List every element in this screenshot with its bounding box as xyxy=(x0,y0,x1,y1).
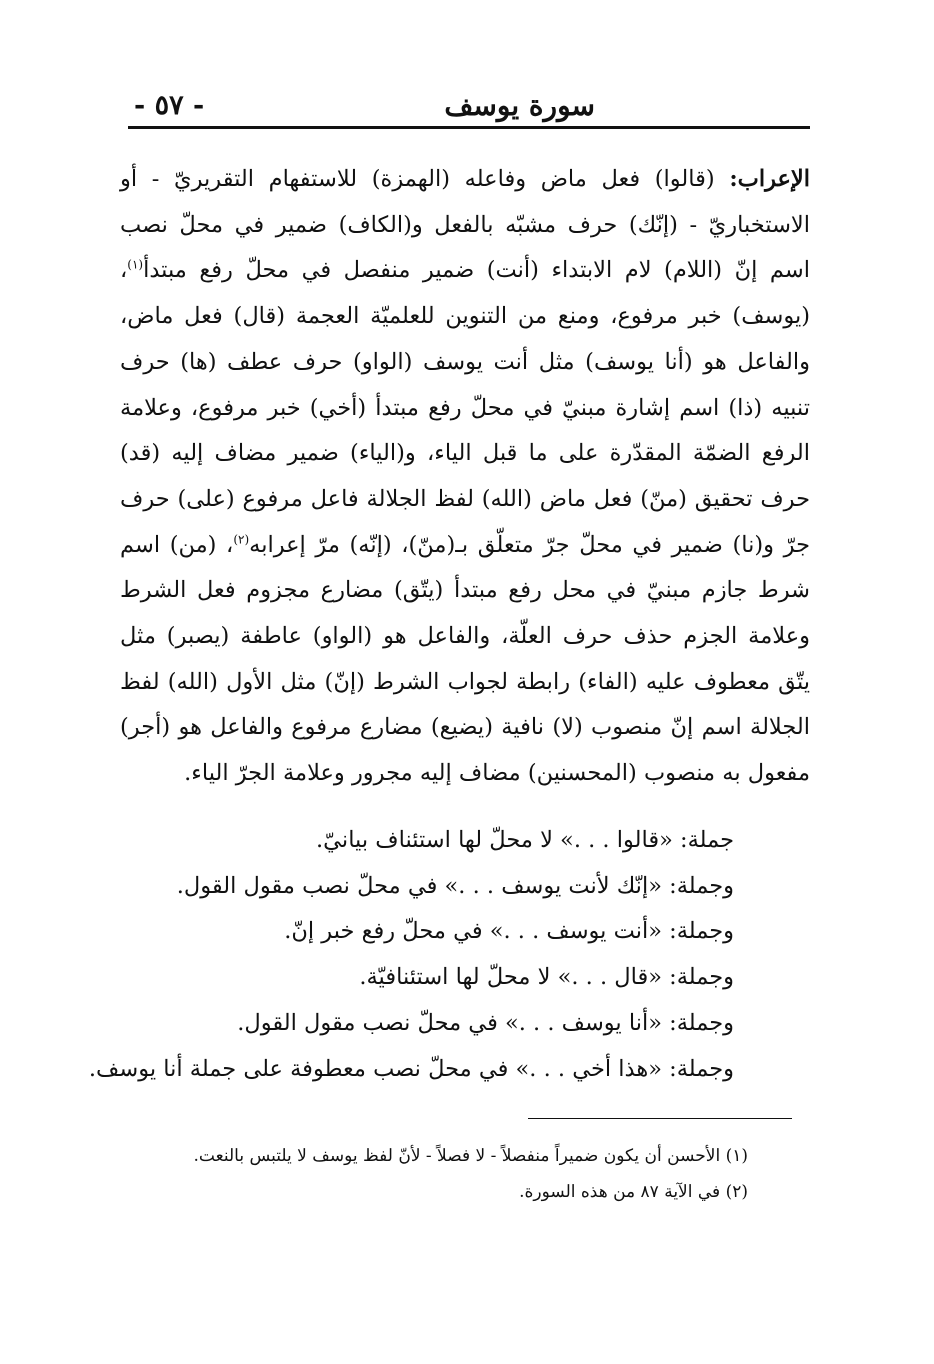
analysis-text-part-1: (قالوا) فعل ماض وفاعله (الهمزة) للاستفهام التقريريّ - أو الاستخباريّ - (إنّك) حرف مشبّه بالفعل و(الكاف) ضمير في محلّ نصب اسم إنّ (اللام) لام الابتداء (أنت) ضمير منفصل في محلّ رفع مبتدأ xyxy=(120,166,810,284)
footnote-2: (٢) في الآية ٨٧ من هذه السورة. xyxy=(519,1182,748,1202)
analysis-text-part-3: ، (من) اسم شرط جازم مبنيّ في محل رفع مبتدأ (يتّق) مضارع مجزوم فعل الشرط وعلامة الجزم حذف حرف العلّة، والفاعل هو (الواو) عاطفة (يصبر) مثل يتّق معطوف عليه (الفاء) رابطة لجواب الشرط (إنّ) مثل الأول (الله) لفظ الجلالة اسم إنّ منصوب (لا) نافية (يضيع) مضارع مرفوع والفاعل هو (أجر) مفعول به منصوب (المحسنين) مضاف إليه مجرور وعلامة الجرّ الياء. xyxy=(120,531,810,787)
analysis-heading: الإعراب: xyxy=(729,166,810,192)
footnote-1: (١) الأحسن أن يكون ضميراً منفصلاً - لا فصلاً - لأنّ لفظ يوسف لا يلتبس بالنعت. xyxy=(193,1146,748,1166)
page-header xyxy=(128,86,810,126)
footnotes xyxy=(108,1138,748,1210)
sentence-item: وجملة: «إنّك لأنت يوسف . . .» في محلّ نصب مقول القول. xyxy=(176,872,734,899)
page-number: - ٥٧ - xyxy=(134,90,205,121)
footnote-separator xyxy=(528,1118,792,1119)
header-rule xyxy=(128,126,810,129)
footnote-ref-1[interactable]: (١) xyxy=(127,257,144,272)
sentence-item: وجملة: «قال . . .» لا محلّ لها استئنافيّة. xyxy=(359,964,734,991)
sentence-item: وجملة: «أنت يوسف . . .» في محلّ رفع خبر إنّ. xyxy=(284,918,734,945)
sentence-item: وجملة: «هذا أخي . . .» في محلّ نصب معطوفة على جملة أنا يوسف. xyxy=(88,1055,734,1082)
sentence-item: جملة: «قالوا . . .» لا محلّ لها استئناف بيانيّ. xyxy=(316,827,734,853)
analysis-text-part-2: ، (يوسف) خبر مرفوع، ومنع من التنوين للعلميّة العجمة (قال) فعل ماض، والفاعل هو (أنا يوسف) مثل أنت يوسف (الواو) حرف عطف (ها) حرف تنبيه (ذا) اسم إشارة مبنيّ في محلّ رفع مبتدأ (أخي) خبر مرفوع، وعلامة الرفع الضمّة المقدّرة على ما قبل الياء، و(الياء) ضمير مضاف إليه (قد) حرف تحقيق (منّ) فعل ماض (الله) لفظ الجلالة فاعل مرفوع (على) حرف جرّ و(نا) ضمير في محلّ جرّ متعلّق بـ(منّ)، (إنّه) مرّ إعرابه xyxy=(120,257,810,558)
footnote-ref-2[interactable]: (٢) xyxy=(233,532,250,547)
sentence-item: وجملة: «أنا يوسف . . .» في محلّ نصب مقول القول. xyxy=(237,1009,734,1036)
grammar-analysis-paragraph xyxy=(120,157,810,797)
surah-title: سورة يوسف xyxy=(444,89,595,122)
sentence-analysis-list xyxy=(88,818,734,1092)
